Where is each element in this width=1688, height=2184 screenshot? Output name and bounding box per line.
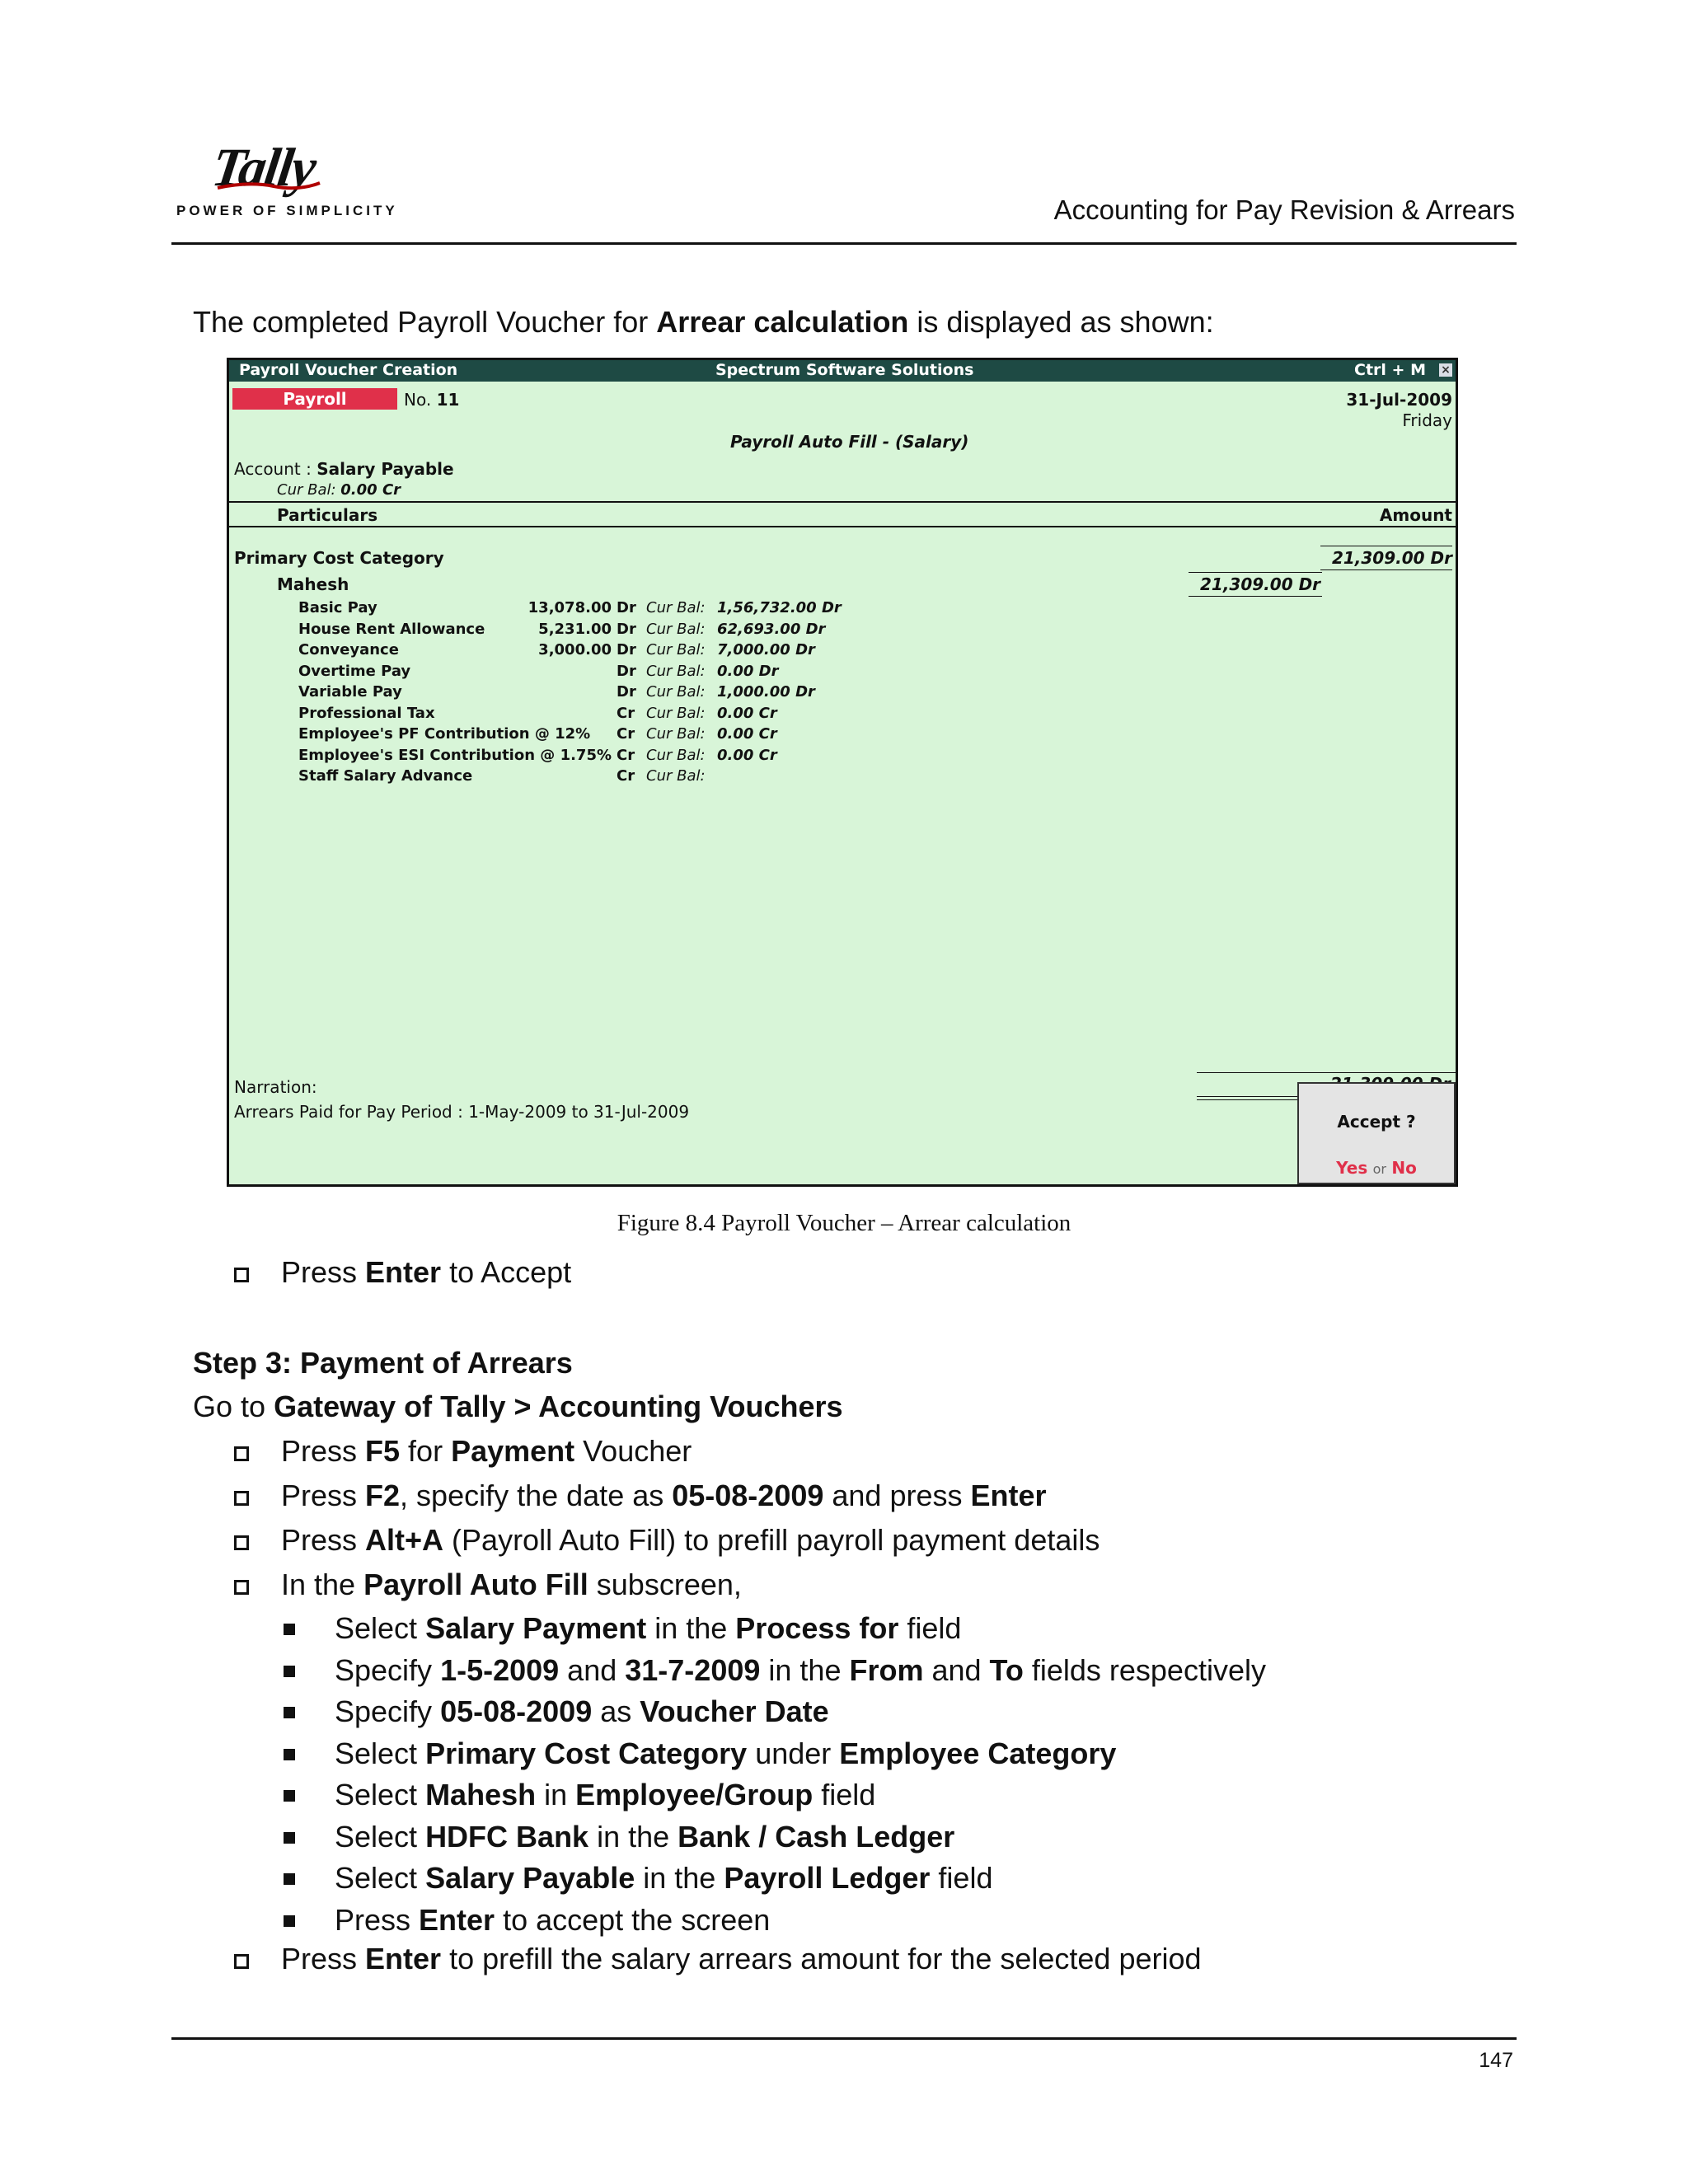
voucher-type-badge[interactable]: Payroll bbox=[232, 388, 397, 410]
step-item: Select Salary Payment in the Process for field bbox=[335, 1611, 962, 1645]
step-item: In the Payroll Auto Fill subscreen, bbox=[281, 1568, 742, 1601]
auto-fill-label: Payroll Auto Fill - (Salary) bbox=[730, 432, 969, 452]
filled-square-bullet-icon bbox=[284, 1749, 295, 1760]
payroll-voucher-screen bbox=[227, 358, 1458, 1187]
ledger-cur-bal: 62,693.00 Dr bbox=[717, 620, 826, 638]
ledger-drcr: Dr bbox=[617, 662, 636, 680]
ledger-name[interactable]: Overtime Pay bbox=[298, 662, 411, 680]
divider bbox=[1197, 1072, 1456, 1073]
accept-yes-button[interactable]: Yes bbox=[1336, 1158, 1368, 1178]
ledger-amount: 5,231.00 bbox=[538, 620, 612, 638]
ledger-cur-bal: 0.00 Cr bbox=[717, 746, 777, 764]
step-item: Select HDFC Bank in the Bank / Cash Ledger bbox=[335, 1819, 955, 1854]
hollow-square-bullet-icon bbox=[234, 1268, 249, 1282]
screen-title: Payroll Voucher Creation bbox=[239, 361, 458, 379]
employee-name[interactable]: Mahesh bbox=[277, 574, 349, 594]
ledger-cur-bal-label: Cur Bal: bbox=[646, 641, 706, 658]
filled-square-bullet-icon bbox=[284, 1873, 295, 1885]
ledger-drcr: Dr bbox=[617, 620, 636, 638]
tally-logo: Tally bbox=[208, 138, 319, 198]
ledger-cur-bal: 0.00 Cr bbox=[717, 725, 777, 743]
ledger-drcr: Cr bbox=[617, 746, 635, 764]
step-item: Press Enter to prefill the salary arrears amount for the selected period bbox=[281, 1942, 1202, 1975]
ledger-drcr: Dr bbox=[617, 599, 636, 616]
column-particulars: Particulars bbox=[277, 505, 378, 525]
footer-rule bbox=[171, 2037, 1517, 2040]
hollow-square-bullet-icon bbox=[234, 1954, 249, 1969]
ledger-cur-bal: 1,000.00 Dr bbox=[717, 683, 815, 701]
ledger-drcr: Cr bbox=[617, 725, 635, 743]
press-enter-accept: Press Enter to Accept bbox=[281, 1255, 572, 1289]
step-item: Specify 05-08-2009 as Voucher Date bbox=[335, 1694, 829, 1728]
voucher-day: Friday bbox=[1402, 410, 1452, 430]
ledger-cur-bal-label: Cur Bal: bbox=[646, 620, 706, 638]
filled-square-bullet-icon bbox=[284, 1832, 295, 1844]
close-icon[interactable]: × bbox=[1439, 363, 1452, 377]
logo-tagline: POWER OF SIMPLICITY bbox=[176, 203, 398, 218]
filled-square-bullet-icon bbox=[284, 1707, 295, 1718]
account-field[interactable]: Account : Salary Payable bbox=[234, 459, 454, 479]
hollow-square-bullet-icon bbox=[234, 1491, 249, 1506]
step3-heading: Step 3: Payment of Arrears bbox=[193, 1346, 573, 1380]
figure-caption: Figure 8.4 Payroll Voucher – Arrear calculation bbox=[617, 1210, 1071, 1236]
intro-text: The completed Payroll Voucher for Arrear calculation is displayed as shown: bbox=[193, 305, 1214, 339]
ledger-drcr: Cr bbox=[617, 767, 635, 785]
ledger-drcr: Dr bbox=[617, 641, 636, 658]
cost-category-total: 21,309.00 Dr bbox=[1331, 548, 1452, 568]
accept-prompt: Accept ? bbox=[1337, 1112, 1416, 1132]
ledger-cur-bal-label: Cur Bal: bbox=[646, 599, 706, 616]
chapter-title: Accounting for Pay Revision & Arrears bbox=[1053, 194, 1515, 225]
screen-titlebar bbox=[229, 360, 1456, 382]
step-item: Press F5 for Payment Voucher bbox=[281, 1434, 692, 1468]
narration-label: Narration: bbox=[234, 1077, 317, 1097]
accept-dialog bbox=[1297, 1082, 1456, 1184]
hollow-square-bullet-icon bbox=[234, 1446, 249, 1461]
ledger-name[interactable]: Variable Pay bbox=[298, 683, 402, 701]
logo-swoosh-icon bbox=[216, 180, 321, 191]
ledger-cur-bal-label: Cur Bal: bbox=[646, 704, 706, 722]
narration-text[interactable]: Arrears Paid for Pay Period : 1-May-2009 to 31-Jul-2009 bbox=[234, 1102, 690, 1122]
step3-goto: Go to Gateway of Tally > Accounting Vouchers bbox=[193, 1390, 843, 1423]
ledger-cur-bal-label: Cur Bal: bbox=[646, 725, 706, 743]
divider bbox=[229, 501, 1456, 503]
ledger-cur-bal-label: Cur Bal: bbox=[646, 662, 706, 680]
ledger-cur-bal: 7,000.00 Dr bbox=[717, 641, 815, 658]
divider bbox=[1189, 572, 1322, 573]
page-number: 147 bbox=[1479, 2049, 1513, 2072]
account-cur-bal: Cur Bal: 0.00 Cr bbox=[277, 481, 401, 499]
ledger-name[interactable]: Employee's PF Contribution @ 12% bbox=[298, 725, 591, 743]
ledger-name[interactable]: Professional Tax bbox=[298, 704, 435, 722]
filled-square-bullet-icon bbox=[284, 1666, 295, 1677]
voucher-date[interactable]: 31-Jul-2009 bbox=[1346, 390, 1452, 410]
shortcut-label: Ctrl + M bbox=[1354, 361, 1426, 379]
accept-no-button[interactable]: No bbox=[1391, 1158, 1417, 1178]
ledger-cur-bal: 0.00 Dr bbox=[717, 662, 779, 680]
step-item: Select Primary Cost Category under Employee Category bbox=[335, 1736, 1117, 1770]
divider bbox=[229, 526, 1456, 527]
accept-options: Yes or No bbox=[1336, 1158, 1417, 1178]
ledger-cur-bal-label: Cur Bal: bbox=[646, 767, 706, 785]
filled-square-bullet-icon bbox=[284, 1790, 295, 1802]
ledger-name[interactable]: Basic Pay bbox=[298, 599, 377, 616]
ledger-name[interactable]: Staff Salary Advance bbox=[298, 767, 473, 785]
cost-category[interactable]: Primary Cost Category bbox=[234, 548, 444, 568]
ledger-name[interactable]: Conveyance bbox=[298, 641, 399, 658]
ledger-amount: 13,078.00 bbox=[528, 599, 612, 616]
company-name: Spectrum Software Solutions bbox=[715, 361, 974, 379]
ledger-cur-bal-label: Cur Bal: bbox=[646, 746, 706, 764]
filled-square-bullet-icon bbox=[284, 1624, 295, 1635]
step-item: Press Alt+A (Payroll Auto Fill) to prefill payroll payment details bbox=[281, 1523, 1100, 1557]
divider bbox=[1320, 569, 1452, 570]
step-item: Press F2, specify the date as 05-08-2009 and press Enter bbox=[281, 1479, 1047, 1512]
ledger-cur-bal: 0.00 Cr bbox=[717, 704, 777, 722]
ledger-drcr: Dr bbox=[617, 683, 636, 701]
step-item: Press Enter to accept the screen bbox=[335, 1902, 771, 1937]
header-rule bbox=[171, 242, 1517, 245]
ledger-cur-bal-label: Cur Bal: bbox=[646, 683, 706, 701]
ledger-drcr: Cr bbox=[617, 704, 635, 722]
step-item: Select Mahesh in Employee/Group field bbox=[335, 1778, 876, 1811]
step-item: Select Salary Payable in the Payroll Ledger field bbox=[335, 1861, 993, 1895]
filled-square-bullet-icon bbox=[284, 1915, 295, 1927]
divider bbox=[1189, 596, 1322, 597]
employee-total: 21,309.00 Dr bbox=[1200, 574, 1321, 594]
column-amount: Amount bbox=[1379, 505, 1452, 525]
hollow-square-bullet-icon bbox=[234, 1535, 249, 1550]
voucher-number: No. 11 bbox=[404, 390, 460, 410]
ledger-cur-bal: 1,56,732.00 Dr bbox=[717, 599, 842, 616]
ledger-name[interactable]: House Rent Allowance bbox=[298, 620, 485, 638]
hollow-square-bullet-icon bbox=[234, 1580, 249, 1595]
ledger-amount: 3,000.00 bbox=[538, 641, 612, 658]
step-item: Specify 1-5-2009 and 31-7-2009 in the From and To fields respectively bbox=[335, 1652, 1266, 1687]
ledger-name[interactable]: Employee's ESI Contribution @ 1.75% bbox=[298, 746, 612, 764]
